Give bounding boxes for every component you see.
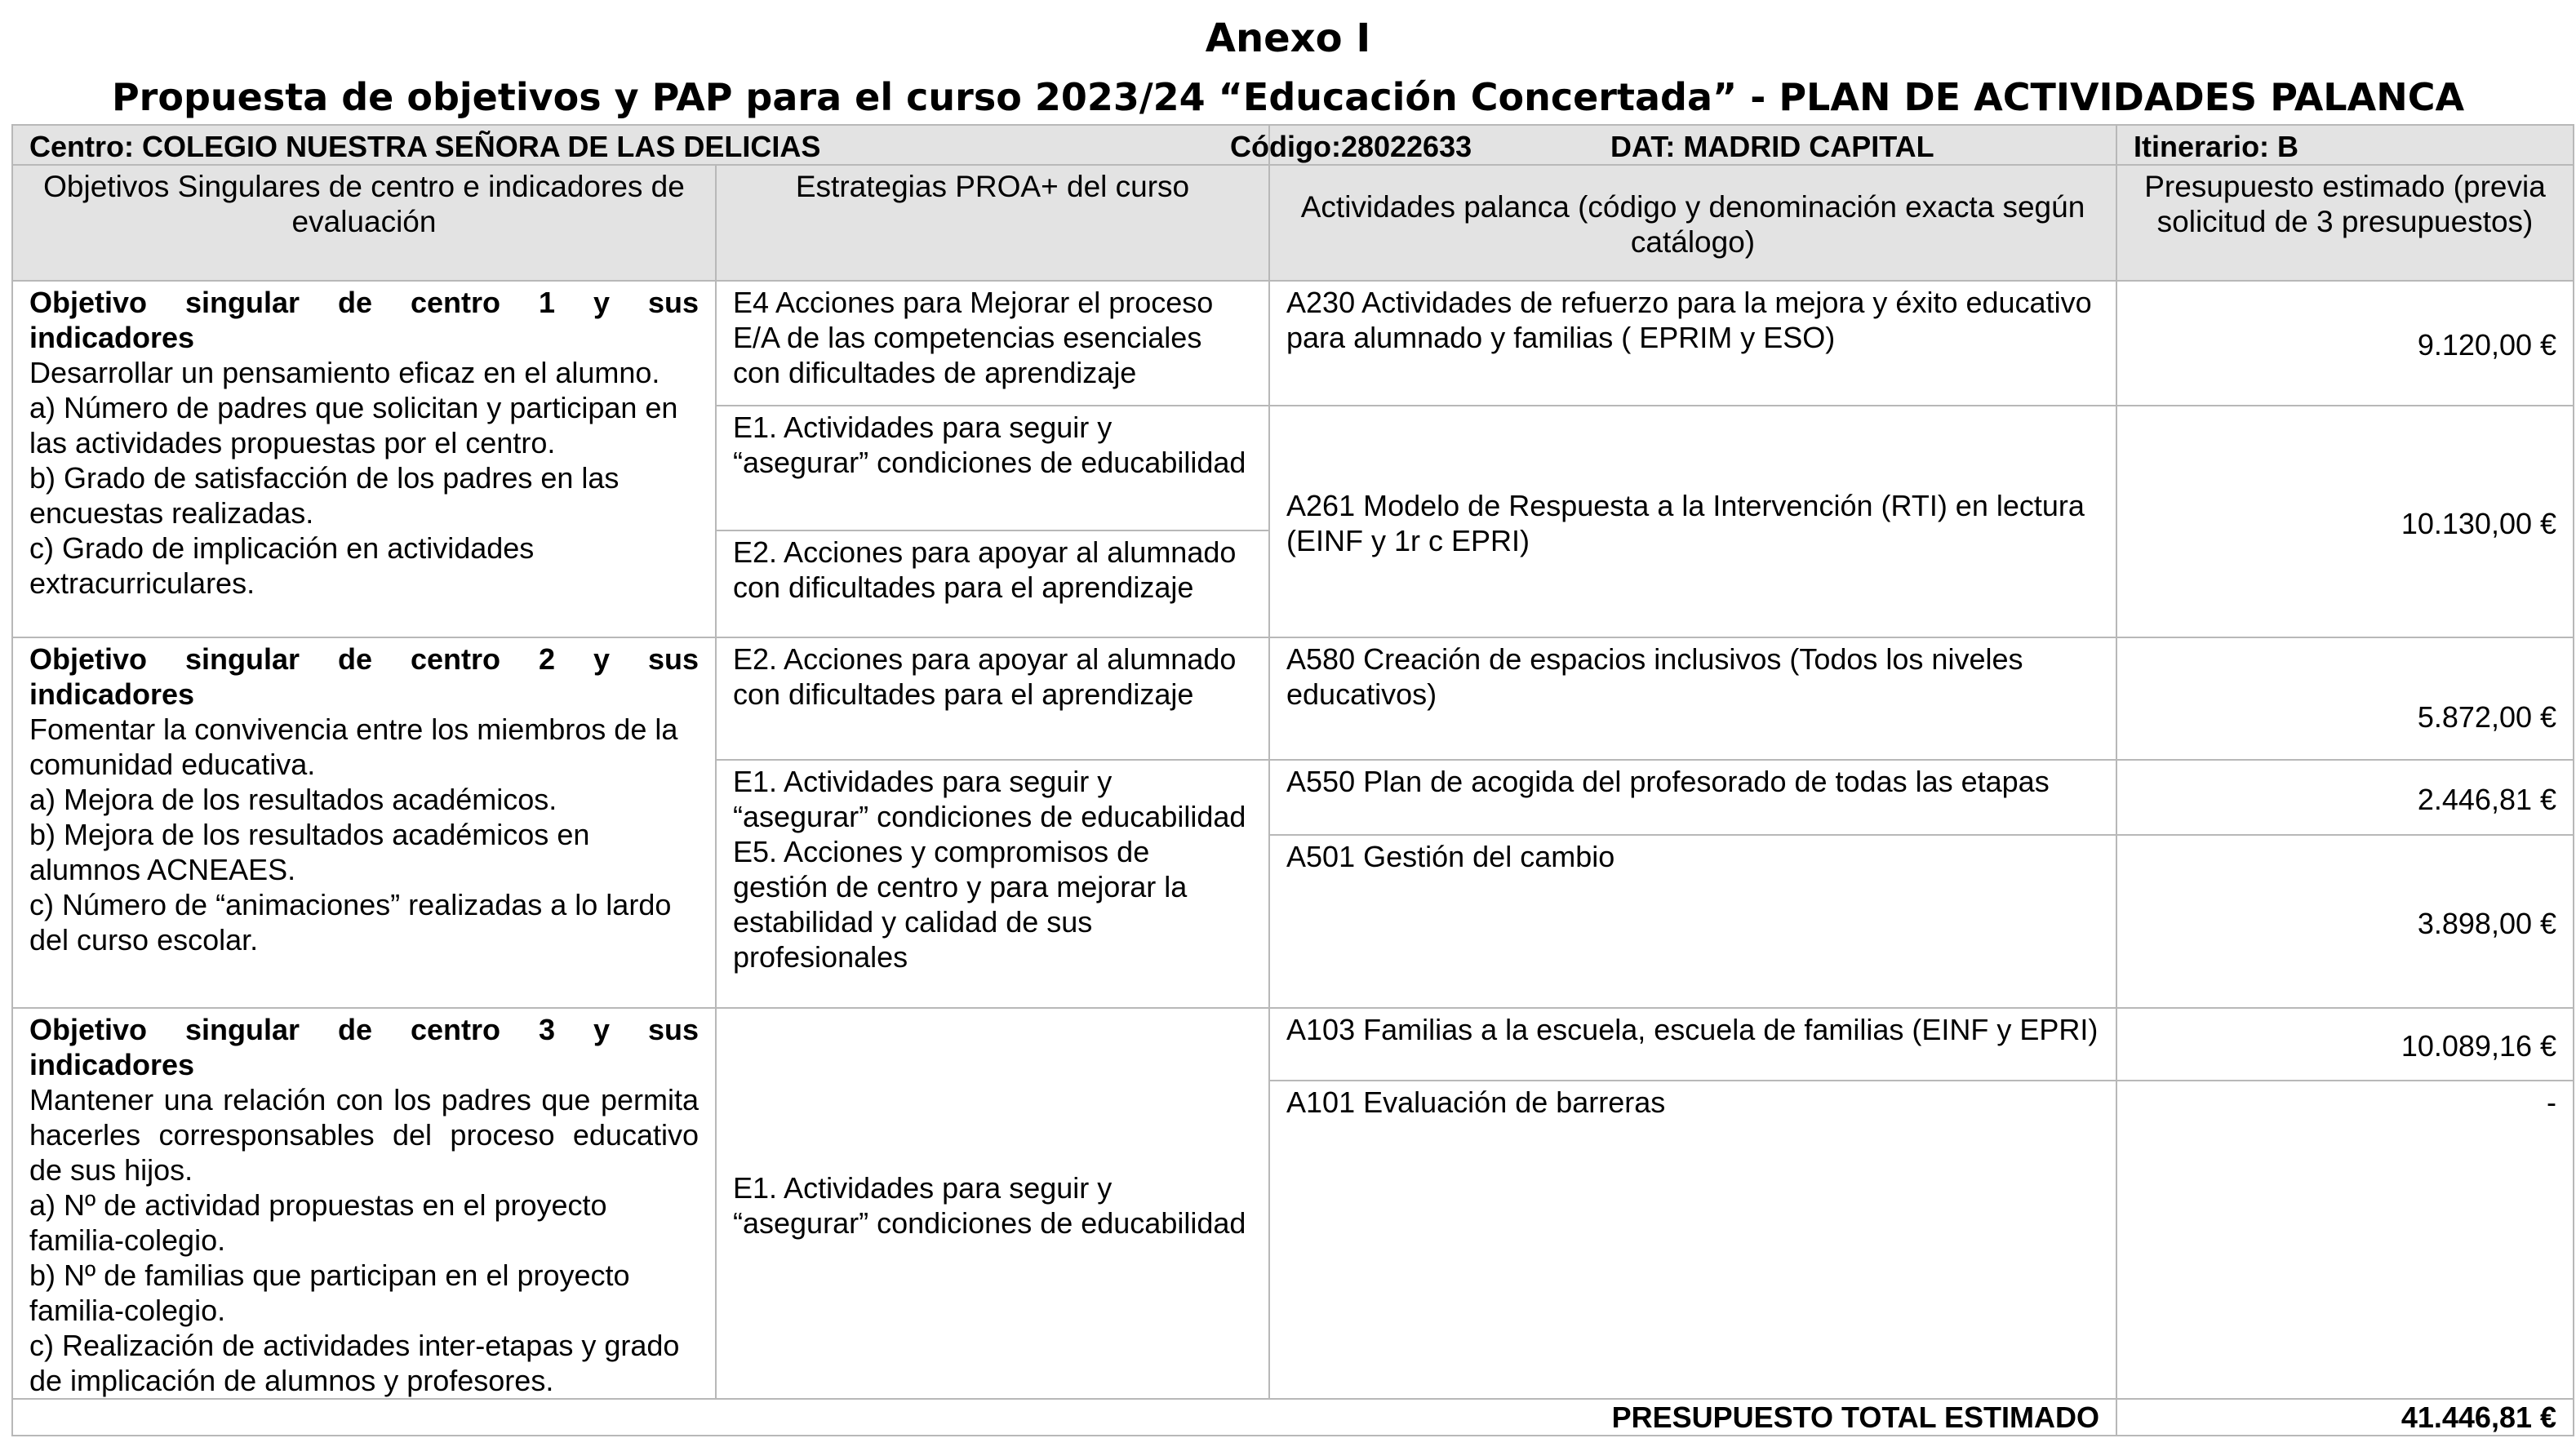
objetivo-1-title: Objetivo singular de centro 1 y sus <box>29 286 699 319</box>
col-actividades-header: Actividades palanca (código y denominación exacta según catálogo) <box>1269 165 2116 281</box>
objetivo-3-title-b: indicadores <box>29 1048 195 1081</box>
objetivo-3-line: a) Nº de actividad propuestas en el proyecto familia-colegio. <box>29 1188 607 1257</box>
objetivo-1-line: b) Grado de satisfacción de los padres en las encuestas realizadas. <box>29 461 620 530</box>
col-estrategias-header: Estrategias PROA+ del curso <box>716 165 1269 281</box>
activities-table <box>11 124 2574 1436</box>
objetivo-1-line: a) Número de padres que solicitan y participan en las actividades propuestas por el centro. <box>29 391 678 459</box>
objetivo-3-title: Objetivo singular de centro 3 y sus <box>29 1013 699 1046</box>
codigo-label: Código:28022633 <box>1230 130 1472 163</box>
table-row <box>12 637 2574 760</box>
document-subtitle: Propuesta de objetivos y PAP para el curso 2023/24 “Educación Concertada” - PLAN DE ACTIVIDADES PALANCA <box>111 75 2465 119</box>
presupuesto-cell: 9.120,00 € <box>2116 281 2574 406</box>
estrategia-cell: E2. Acciones para apoyar al alumnado con dificultades para el aprendizaje <box>716 637 1269 760</box>
objetivo-2-title: Objetivo singular de centro 2 y sus <box>29 642 699 676</box>
actividad-cell: A261 Modelo de Respuesta a la Intervención (RTI) en lectura (EINF y 1r c EPRI) <box>1269 406 2116 637</box>
actividad-cell: A103 Familias a la escuela, escuela de familias (EINF y EPRI) <box>1269 1008 2116 1081</box>
actividad-cell: A230 Actividades de refuerzo para la mejora y éxito educativo para alumnado y familias ( EPRIM y ESO) <box>1269 281 2116 406</box>
estrategia-cell: E1. Actividades para seguir y “asegurar” condiciones de educabilidad <box>716 1008 1269 1399</box>
objetivo-1-title-b: indicadores <box>29 321 195 354</box>
objetivo-1-line: Desarrollar un pensamiento eficaz en el alumno. <box>29 356 660 389</box>
column-header-row <box>12 165 2574 281</box>
total-value: 41.446,81 € <box>2116 1399 2574 1436</box>
presupuesto-cell: 10.130,00 € <box>2116 406 2574 637</box>
objetivo-3-cell <box>12 1008 716 1399</box>
dat-label: DAT: MADRID CAPITAL <box>1610 130 1934 163</box>
estrategia-cell: E2. Acciones para apoyar al alumnado con dificultades para el aprendizaje <box>716 530 1269 637</box>
col-presupuesto-header: Presupuesto estimado (previa solicitud de 3 presupuestos) <box>2116 165 2574 281</box>
objetivo-2-title-b: indicadores <box>29 677 195 711</box>
objetivo-2-line: b) Mejora de los resultados académicos en alumnos ACNEAES. <box>29 818 590 886</box>
centro-label: Centro: COLEGIO NUESTRA SEÑORA DE LAS DELICIAS <box>29 130 821 163</box>
objetivo-2-cell <box>12 637 716 1008</box>
actividad-cell: A580 Creación de espacios inclusivos (Todos los niveles educativos) <box>1269 637 2116 760</box>
estrategia-line: E1. Actividades para seguir y “asegurar” condiciones de educabilidad <box>733 765 1246 833</box>
table-row <box>12 281 2574 406</box>
centro-cell <box>12 125 1472 165</box>
objetivo-1-line: c) Grado de implicación en actividades extracurriculares. <box>29 531 535 600</box>
estrategia-cell: E1. Actividades para seguir y “asegurar” condiciones de educabilidad <box>716 406 1269 530</box>
itinerario-label: Itinerario: B <box>2134 130 2299 163</box>
presupuesto-cell: 2.446,81 € <box>2116 760 2574 835</box>
estrategia-cell <box>716 760 1269 1008</box>
objetivo-3-intro: Mantener una relación con los padres que permita hacerles corresponsables del proceso educativo de sus hijos. <box>29 1083 699 1187</box>
total-row <box>12 1399 2574 1436</box>
estrategia-cell: E4 Acciones para Mejorar el proceso E/A de las competencias esenciales con dificultades de aprendizaje <box>716 281 1269 406</box>
presupuesto-cell: - <box>2116 1081 2574 1399</box>
objetivo-2-line: a) Mejora de los resultados académicos. <box>29 783 557 816</box>
presupuesto-cell: 5.872,00 € <box>2116 637 2574 760</box>
objetivo-2-line: c) Número de “animaciones” realizadas a lo lardo del curso escolar. <box>29 888 672 957</box>
objetivo-1-cell <box>12 281 716 637</box>
actividad-cell: A101 Evaluación de barreras <box>1269 1081 2116 1399</box>
presupuesto-cell: 3.898,00 € <box>2116 835 2574 1008</box>
actividad-cell: A501 Gestión del cambio <box>1269 835 2116 1008</box>
itinerario-cell <box>2116 125 2574 165</box>
objetivo-3-line: b) Nº de familias que participan en el proyecto familia-colegio. <box>29 1258 630 1327</box>
estrategia-line: E5. Acciones y compromisos de gestión de centro y para mejorar la estabilidad y calidad de sus profesionales <box>733 835 1188 974</box>
objetivo-3-line: c) Realización de actividades inter-etapas y grado de implicación de alumnos y profesores. <box>29 1329 680 1397</box>
actividad-cell: A550 Plan de acogida del profesorado de todas las etapas <box>1269 760 2116 835</box>
document-title: Anexo I <box>1205 16 1371 61</box>
presupuesto-cell: 10.089,16 € <box>2116 1008 2574 1081</box>
table-row <box>12 1008 2574 1081</box>
info-row <box>12 125 2574 165</box>
col-objetivos-header: Objetivos Singulares de centro e indicadores de evaluación <box>12 165 716 281</box>
objetivo-2-line: Fomentar la convivencia entre los miembros de la comunidad educativa. <box>29 712 678 781</box>
total-label: PRESUPUESTO TOTAL ESTIMADO <box>12 1399 2116 1436</box>
